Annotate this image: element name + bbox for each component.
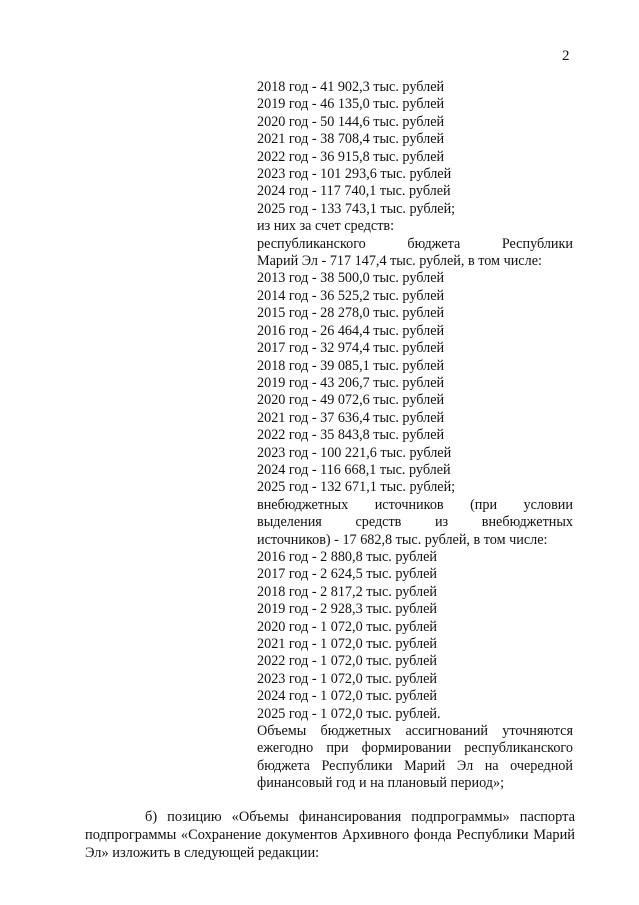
funding-line: 2020 год - 49 072,6 тыс. рублей — [257, 392, 445, 409]
funding-line: 2018 год - 39 085,1 тыс. рублей — [257, 357, 445, 374]
funding-line: 2020 год - 1 072,0 тыс. рублей — [257, 618, 437, 635]
budget-note: Объемы бюджетных ассигнований уточняются ежегодно при формировании республиканского бюджета Республики Марий Эл на очередной финансовый год и на плановый период»; — [257, 723, 573, 792]
paragraph-b-text: б) позицию «Объемы финансирования подпрограммы» паспорта подпрограммы «Сохранение документов Архивного фонда Республики Марий Эл» изложить в следующей редакции: — [85, 809, 575, 861]
funding-line: 2025 год - 133 743,1 тыс. рублей; — [257, 200, 456, 217]
funding-line: 2015 год - 28 278,0 тыс. рублей — [257, 305, 445, 322]
republic-budget-line-2: Марий Эл - 717 147,4 тыс. рублей, в том числе: — [257, 253, 542, 270]
funding-line: 2023 год - 1 072,0 тыс. рублей — [257, 670, 437, 687]
bottom-paragraph — [85, 808, 575, 862]
funding-lines-total — [257, 79, 573, 236]
funding-line: 2020 год - 50 144,6 тыс. рублей — [257, 113, 445, 130]
funding-line: 2013 год - 38 500,0 тыс. рублей — [257, 270, 445, 287]
funding-line: 2018 год - 41 902,3 тыс. рублей — [257, 79, 445, 95]
funding-line: 2019 год - 46 135,0 тыс. рублей — [257, 96, 445, 113]
funding-line: 2025 год - 1 072,0 тыс. рублей. — [257, 705, 441, 722]
funding-lines-extrabudget — [257, 549, 573, 723]
funding-line: 2018 год - 2 817,2 тыс. рублей — [257, 583, 437, 600]
funding-line: 2021 год - 1 072,0 тыс. рублей — [257, 636, 437, 652]
funding-line: 2023 год - 101 293,6 тыс. рублей — [257, 166, 452, 183]
funding-line: 2017 год - 32 974,4 тыс. рублей — [257, 340, 445, 357]
funding-line: 2016 год - 26 464,4 тыс. рублей — [257, 322, 445, 339]
funding-lines-republic — [257, 270, 573, 496]
funding-line: 2022 год - 36 915,8 тыс. рублей — [257, 148, 445, 165]
extrabudget-line-1: внебюджетных источников (при условии — [257, 496, 573, 513]
funding-line: 2021 год - 38 708,4 тыс. рублей — [257, 131, 445, 148]
funding-line: 2016 год - 2 880,8 тыс. рублей — [257, 548, 437, 565]
funding-line: 2021 год - 37 636,4 тыс. рублей — [257, 409, 445, 426]
funding-line: 2024 год - 1 072,0 тыс. рублей — [257, 688, 437, 705]
funding-line: 2023 год - 100 221,6 тыс. рублей — [257, 444, 452, 461]
funding-line: 2022 год - 35 843,8 тыс. рублей — [257, 427, 445, 444]
funding-line: 2019 год - 2 928,3 тыс. рублей — [257, 601, 437, 618]
funding-line: 2025 год - 132 671,1 тыс. рублей; — [257, 479, 456, 496]
funding-line: 2024 год - 116 668,1 тыс. рублей — [257, 461, 451, 478]
funding-line: 2022 год - 1 072,0 тыс. рублей — [257, 653, 437, 670]
funding-line: 2019 год - 43 206,7 тыс. рублей — [257, 374, 445, 391]
funding-line: из них за счет средств: — [257, 218, 395, 235]
extrabudget-line-2: выделения средств из внебюджетных — [257, 514, 573, 531]
page-number: 2 — [562, 48, 570, 64]
funding-column — [257, 79, 573, 793]
extrabudget-line-3: источников) - 17 682,8 тыс. рублей, в том числе: — [257, 531, 548, 548]
funding-line: 2017 год - 2 624,5 тыс. рублей — [257, 566, 437, 583]
funding-line: 2014 год - 36 525,2 тыс. рублей — [257, 287, 445, 304]
funding-line: 2024 год - 117 740,1 тыс. рублей — [257, 183, 451, 200]
republic-budget-line-1: республиканского бюджета Республики — [257, 235, 573, 252]
